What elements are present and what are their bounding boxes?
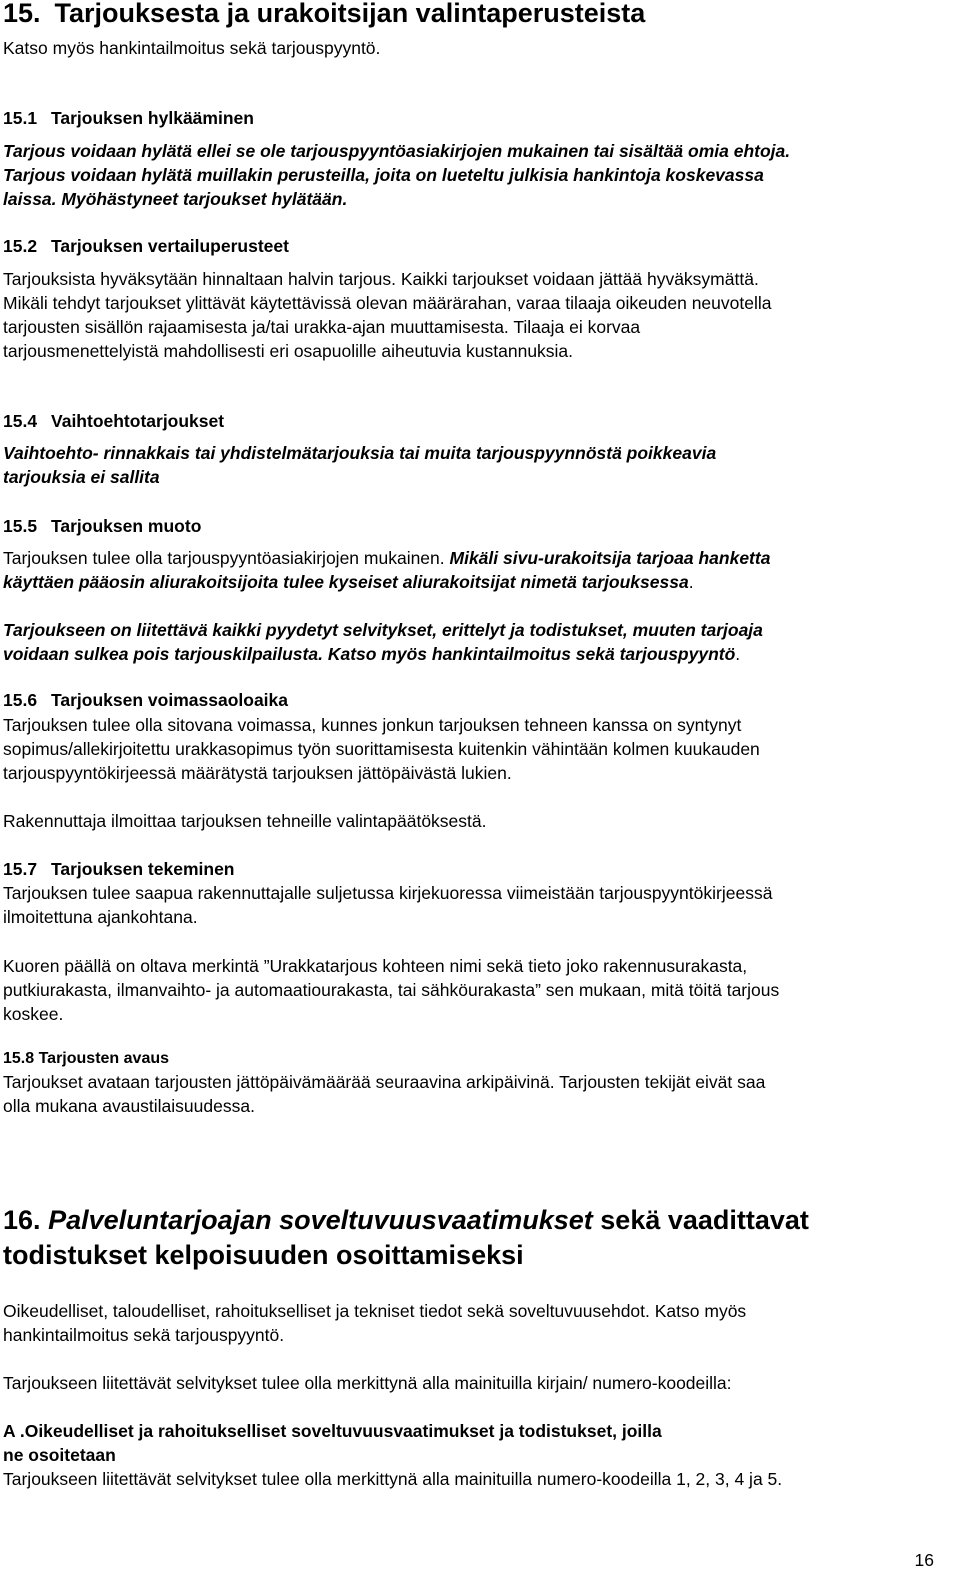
paragraph-15-8-line-2: olla mukana avaustilaisuudessa. — [3, 1096, 255, 1116]
section-title: Tarjouksesta ja urakoitsijan valintaperusteista — [54, 0, 646, 28]
heading-number: 15.7 — [3, 859, 38, 879]
paragraph-15-1-line-3: laissa. Myöhästyneet tarjoukset hylätään. — [3, 189, 348, 209]
paragraph-15-4-line-1: Vaihtoehto- rinnakkais tai yhdistelmätarjouksia tai muita tarjouspyynnöstä poikkeavia — [3, 443, 717, 463]
subsection-a-heading-line-2: ne osoitetaan — [3, 1445, 116, 1465]
paragraph-15-6b: Rakennuttaja ilmoittaa tarjouksen tehneille valintapäätöksestä. — [3, 811, 487, 831]
heading-15-5 — [3, 514, 943, 538]
paragraph-15-4-line-2: tarjouksia ei sallita — [3, 467, 160, 487]
paragraph-15-5-line-2 — [3, 570, 943, 594]
section-number: 15. — [3, 0, 41, 28]
section-15-heading — [3, 0, 645, 28]
section-16-heading-line-1 — [3, 1203, 943, 1237]
heading-15-7 — [3, 857, 943, 881]
paragraph-15-1-line-1: Tarjous voidaan hylätä ellei se ole tarjouspyyntöasiakirjojen mukainen tai sisältää omia ehtoja. — [3, 141, 791, 161]
paragraph-15-6-line-2: sopimus/allekirjoitettu urakkasopimus työn suorittamisesta kuitenkin vähintään kolmen kuukauden — [3, 739, 760, 759]
heading-title: Tarjouksen muoto — [51, 516, 202, 536]
page-number: 16 — [914, 1550, 934, 1570]
heading-title: Tarjouksen vertailuperusteet — [51, 236, 289, 256]
paragraph-15-2-line-3: tarjousten sisällön rajaamisesta ja/tai urakka-ajan muuttamisesta. Tilaaja ei korvaa — [3, 317, 641, 337]
heading-number: 15.8 — [3, 1050, 35, 1067]
paragraph-15-2-line-1: Tarjouksista hyväksytään hinnaltaan halvin tarjous. Kaikki tarjoukset voidaan jättää hyväksymättä. — [3, 269, 759, 289]
paragraph-15-5b-line-1: Tarjoukseen on liitettävä kaikki pyydetyt selvitykset, erittelyt ja todistukset, muuten tarjoaja — [3, 620, 763, 640]
heading-title: Tarjouksen hylkääminen — [51, 108, 254, 128]
heading-title: Tarjouksen tekeminen — [51, 859, 235, 879]
heading-title: Vaihtoehtotarjoukset — [51, 411, 225, 431]
subsection-a-text: Tarjoukseen liitettävät selvitykset tulee olla merkittynä alla mainituilla numero-koodeilla 1, 2, 3, 4 ja 5. — [3, 1469, 783, 1489]
paragraph-15-7b-line-1: Kuoren päällä on oltava merkintä ”Urakkatarjous kohteen nimi sekä tieto joko rakennusurakasta, — [3, 956, 748, 976]
heading-15-8 — [3, 1047, 943, 1071]
paragraph-15-2-line-2: Mikäli tehdyt tarjoukset ylittävät käytettävissä olevan määrärahan, varaa tilaaja oikeuden neuvotella — [3, 293, 772, 313]
paragraph-15-1-line-2: Tarjous voidaan hylätä muillakin perusteilla, joita on lueteltu julkisia hankintoja koskevassa — [3, 165, 764, 185]
heading-number: 15.5 — [3, 516, 38, 536]
section-title-rest: sekä vaadittavat — [592, 1205, 809, 1235]
section-16-heading-line-2: todistukset kelpoisuuden osoittamiseksi — [3, 1240, 524, 1270]
paragraph-15-6-line-3: tarjouspyyntökirjeessä määrätystä tarjouksen jättöpäivästä lukien. — [3, 763, 512, 783]
heading-number: 15.4 — [3, 411, 38, 431]
paragraph-15-5b-line-2 — [3, 642, 943, 666]
paragraph-15-8-line-1: Tarjoukset avataan tarjousten jättöpäivämäärää seuraavina arkipäivinä. Tarjousten tekijät eivät saa — [3, 1072, 766, 1092]
paragraph-16b: Tarjoukseen liitettävät selvitykset tulee olla merkittynä alla mainituilla kirjain/ numero-koodeilla: — [3, 1373, 732, 1393]
heading-title: Tarjouksen voimassaoloaika — [51, 690, 289, 710]
emphasis-text: Mikäli sivu-urakoitsija tarjoaa hanketta — [449, 548, 771, 568]
paragraph-15-2-line-4: tarjousmenettelyistä mahdollisesti eri osapuolille aiheutuvia kustannuksia. — [3, 341, 574, 361]
emphasis-text: voidaan sulkea pois tarjouskilpailusta. Katso myös hankintailmoitus sekä tarjouspyyntö — [3, 644, 736, 664]
heading-15-1 — [3, 106, 943, 130]
paragraph-16-line-1: Oikeudelliset, taloudelliset, rahoitukselliset ja tekniset tiedot sekä soveltuvuusehdot. Katso myös — [3, 1301, 747, 1321]
heading-15-6 — [3, 688, 943, 712]
paragraph-15-5-line-1 — [3, 546, 943, 570]
paragraph-15-7b-line-2: putkiurakasta, ilmanvaihto- ja automaatiourakasta, tai sähköurakasta” sen mukaan, mitä töitä tarjous — [3, 980, 780, 1000]
subsection-a-heading-line-1: A .Oikeudelliset ja rahoitukselliset soveltuvuusvaatimukset ja todistukset, joilla — [3, 1421, 662, 1441]
heading-15-4 — [3, 409, 943, 433]
heading-number: 15.6 — [3, 690, 38, 710]
paragraph-16-line-2: hankintailmoitus sekä tarjouspyyntö. — [3, 1325, 285, 1345]
section-15-subtitle: Katso myös hankintailmoitus sekä tarjouspyyntö. — [3, 38, 381, 58]
paragraph-15-7-line-1: Tarjouksen tulee saapua rakennuttajalle suljetussa kirjekuoressa viimeistään tarjouspyyntökirjeessä — [3, 883, 773, 903]
paragraph-15-6-line-1: Tarjouksen tulee olla sitovana voimassa, kunnes jonkun tarjouksen tehneen kanssa on syntynyt — [3, 715, 742, 735]
heading-number: 15.2 — [3, 236, 38, 256]
heading-15-2 — [3, 234, 943, 258]
period: . — [688, 572, 694, 592]
plain-text: Tarjouksen tulee olla tarjouspyyntöasiakirjojen mukainen. — [3, 548, 450, 568]
heading-number: 15.1 — [3, 108, 38, 128]
section-title-italic: Palveluntarjoajan soveltuvuusvaatimukset — [48, 1205, 593, 1235]
emphasis-text: käyttäen pääosin aliurakoitsijoita tulee kyseiset aliurakoitsijat nimetä tarjouksessa — [3, 572, 689, 592]
paragraph-15-7b-line-3: koskee. — [3, 1004, 64, 1024]
period: . — [735, 644, 741, 664]
paragraph-15-7-line-2: ilmoitettuna ajankohtana. — [3, 907, 198, 927]
heading-title: Tarjousten avaus — [38, 1050, 170, 1067]
section-number: 16. — [3, 1205, 41, 1235]
